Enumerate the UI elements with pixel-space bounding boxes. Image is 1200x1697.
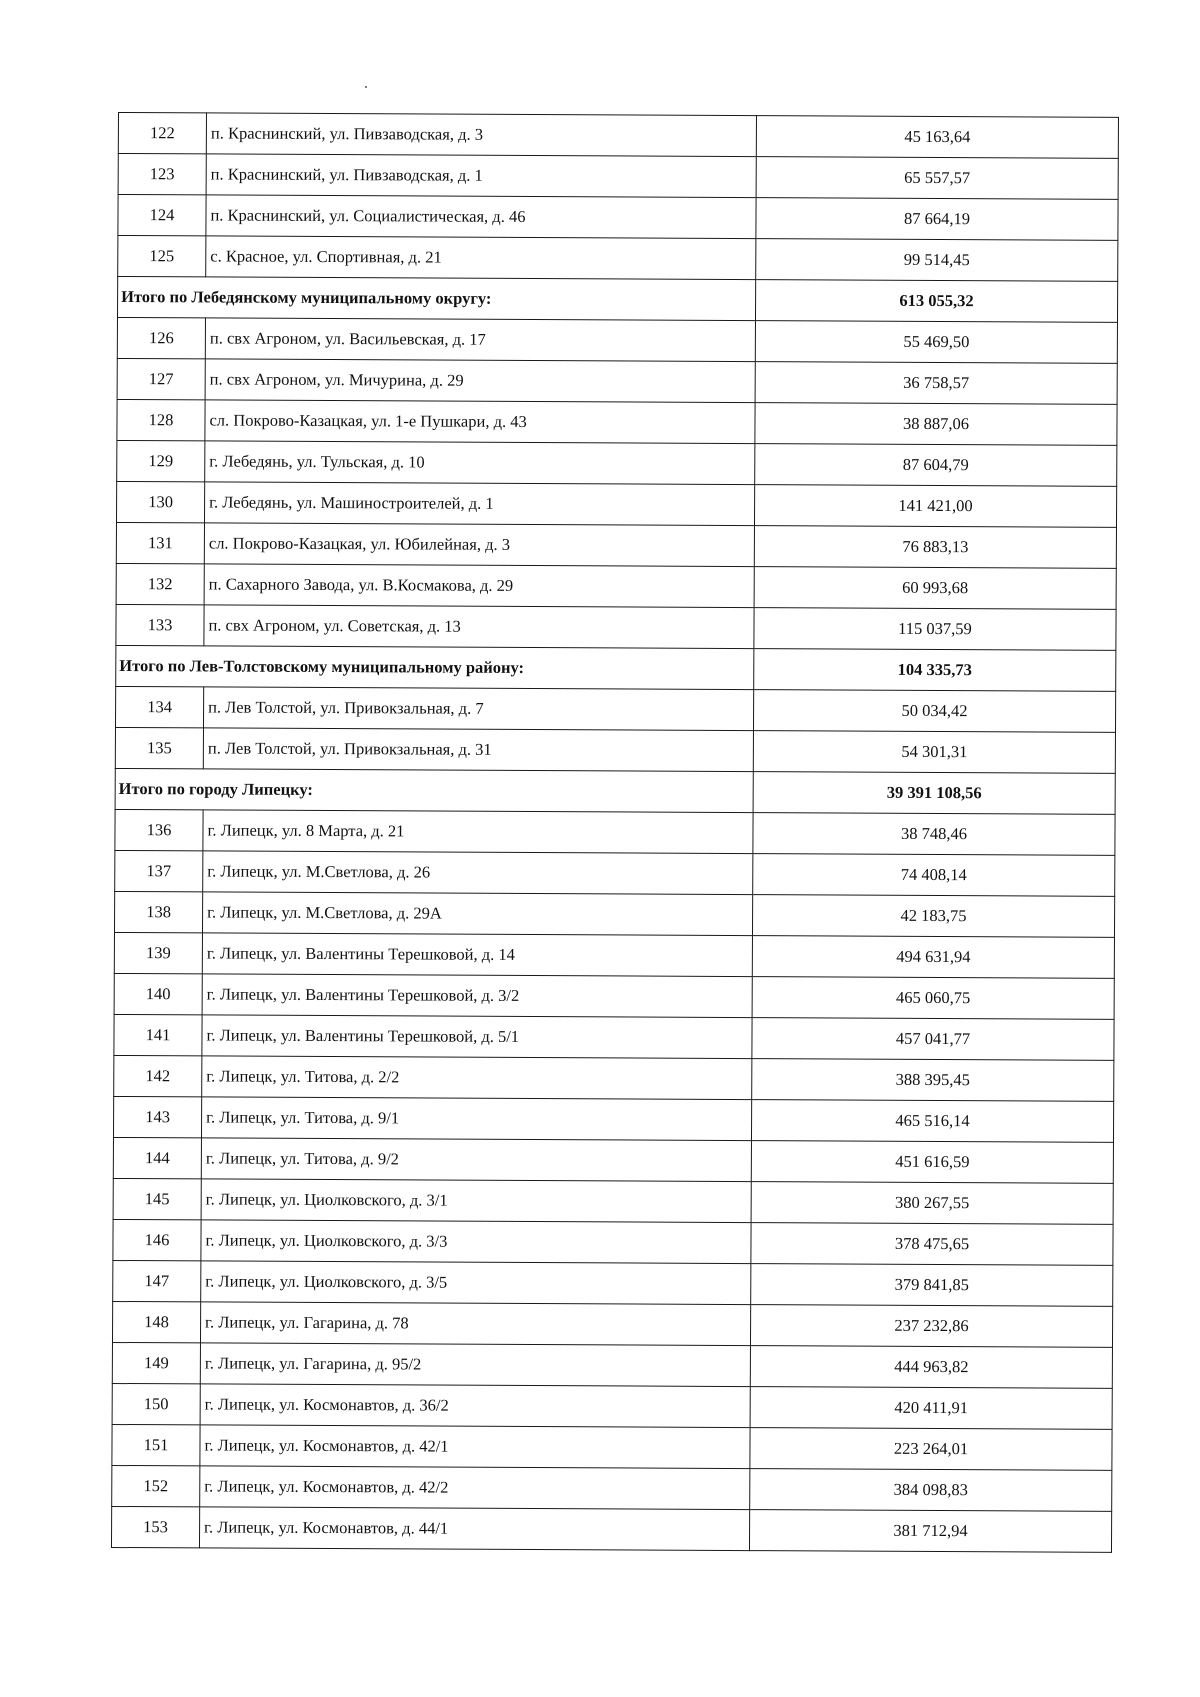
table-row xyxy=(111,1506,1111,1552)
table-row xyxy=(112,1383,1112,1429)
table-row xyxy=(117,440,1117,486)
table-row xyxy=(116,563,1116,609)
table-row xyxy=(115,686,1115,732)
row-address: п. Лев Толстой, ул. Привокзальная, д. 7 xyxy=(203,687,753,731)
row-number: 122 xyxy=(118,113,206,154)
table-row xyxy=(113,1137,1113,1183)
table-row xyxy=(113,1260,1113,1306)
row-address: г. Лебедянь, ул. Машиностроителей, д. 1 xyxy=(204,482,754,526)
table-row xyxy=(115,727,1115,773)
row-number: 132 xyxy=(116,563,204,604)
row-address: п. Сахарного Завода, ул. В.Космакова, д. 29 xyxy=(204,564,754,608)
table-row xyxy=(114,1055,1114,1101)
row-amount: 55 469,50 xyxy=(755,321,1117,364)
row-number: 150 xyxy=(112,1383,200,1424)
row-address: г. Липецк, ул. Космонавтов, д. 42/2 xyxy=(200,1466,750,1510)
row-amount: 50 034,42 xyxy=(753,690,1115,733)
row-address: г. Липецк, ул. Титова, д. 9/2 xyxy=(201,1138,751,1182)
row-number: 142 xyxy=(114,1055,202,1096)
table-row xyxy=(116,604,1116,650)
row-number: 151 xyxy=(112,1424,200,1465)
row-number: 141 xyxy=(114,1014,202,1055)
scan-speck xyxy=(365,86,367,88)
table-row xyxy=(113,1219,1113,1265)
row-address: г. Липецк, ул. Космонавтов, д. 44/1 xyxy=(199,1507,749,1551)
row-number: 126 xyxy=(117,318,205,359)
row-number: 136 xyxy=(115,809,203,850)
registry-table xyxy=(111,112,1119,1553)
row-amount: 54 301,31 xyxy=(753,731,1115,774)
row-address: с. Красное, ул. Спортивная, д. 21 xyxy=(206,236,756,280)
row-number: 129 xyxy=(117,440,205,481)
row-amount: 465 516,14 xyxy=(751,1100,1113,1143)
row-amount: 379 841,85 xyxy=(751,1264,1113,1307)
row-address: г. Липецк, ул. Гагарина, д. 95/2 xyxy=(200,1343,750,1387)
table-row xyxy=(118,195,1118,241)
row-address: г. Липецк, ул. Титова, д. 2/2 xyxy=(202,1056,752,1100)
row-number: 144 xyxy=(113,1137,201,1178)
table-row xyxy=(115,850,1115,896)
row-address: п. Краснинский, ул. Пивзаводская, д. 1 xyxy=(206,154,756,198)
row-number: 124 xyxy=(118,195,206,236)
row-amount: 457 041,77 xyxy=(752,1018,1114,1061)
table-row xyxy=(118,113,1118,159)
table-row xyxy=(112,1301,1112,1347)
table-row xyxy=(117,399,1117,445)
row-number: 127 xyxy=(117,358,205,399)
row-amount: 115 037,59 xyxy=(754,608,1116,651)
row-address: г. Липецк, ул. Валентины Терешковой, д. 14 xyxy=(202,933,752,977)
row-number: 130 xyxy=(116,481,204,522)
row-address: сл. Покрово-Казацкая, ул. Юбилейная, д. 3 xyxy=(204,523,754,567)
row-address: г. Липецк, ул. М.Светлова, д. 26 xyxy=(203,851,753,895)
registry-table-body xyxy=(111,113,1118,1553)
row-address: г. Липецк, ул. Валентины Терешковой, д. 3/2 xyxy=(202,974,752,1018)
row-address: сл. Покрово-Казацкая, ул. 1-е Пушкари, д. 43 xyxy=(205,400,755,444)
row-address: г. Липецк, ул. Титова, д. 9/1 xyxy=(201,1097,751,1141)
row-number: 133 xyxy=(116,604,204,645)
row-amount: 465 060,75 xyxy=(752,977,1114,1020)
row-address: п. свх Агроном, ул. Мичурина, д. 29 xyxy=(205,359,755,403)
subtotal-amount: 613 055,32 xyxy=(755,280,1117,323)
row-number: 139 xyxy=(114,932,202,973)
table-row xyxy=(116,481,1116,527)
row-amount: 60 993,68 xyxy=(754,567,1116,610)
row-amount: 384 098,83 xyxy=(750,1469,1112,1512)
row-amount: 45 163,64 xyxy=(756,116,1118,159)
row-number: 140 xyxy=(114,973,202,1014)
row-number: 149 xyxy=(112,1342,200,1383)
row-number: 123 xyxy=(118,154,206,195)
row-number: 131 xyxy=(116,522,204,563)
row-address: г. Лебедянь, ул. Тульская, д. 10 xyxy=(205,441,755,485)
row-amount: 36 758,57 xyxy=(755,362,1117,405)
row-amount: 494 631,94 xyxy=(752,936,1114,979)
row-amount: 42 183,75 xyxy=(752,895,1114,938)
row-number: 135 xyxy=(115,727,203,768)
row-address: г. Липецк, ул. 8 Марта, д. 21 xyxy=(203,810,753,854)
row-address: г. Липецк, ул. Валентины Терешковой, д. 5/1 xyxy=(202,1015,752,1059)
row-address: п. Краснинский, ул. Пивзаводская, д. 3 xyxy=(206,113,756,157)
table-row xyxy=(117,358,1117,404)
row-amount: 99 514,45 xyxy=(756,239,1118,282)
row-amount: 381 712,94 xyxy=(749,1510,1111,1553)
table-row xyxy=(112,1424,1112,1470)
table-row xyxy=(113,1178,1113,1224)
row-number: 145 xyxy=(113,1178,201,1219)
table-row xyxy=(114,1014,1114,1060)
row-address: г. Липецк, ул. М.Светлова, д. 29А xyxy=(202,892,752,936)
table-row xyxy=(112,1342,1112,1388)
row-amount: 87 604,79 xyxy=(755,444,1117,487)
row-address: г. Липецк, ул. Циолковского, д. 3/5 xyxy=(201,1261,751,1305)
table-row xyxy=(112,1465,1112,1511)
row-amount: 378 475,65 xyxy=(751,1223,1113,1266)
row-number: 125 xyxy=(118,236,206,277)
row-number: 148 xyxy=(112,1301,200,1342)
row-number: 147 xyxy=(113,1260,201,1301)
row-amount: 237 232,86 xyxy=(750,1305,1112,1348)
table-row xyxy=(114,973,1114,1019)
row-address: г. Липецк, ул. Гагарина, д. 78 xyxy=(200,1302,750,1346)
table-row xyxy=(118,154,1118,200)
table-row xyxy=(114,932,1114,978)
subtotal-amount: 104 335,73 xyxy=(754,649,1116,692)
row-address: г. Липецк, ул. Космонавтов, д. 36/2 xyxy=(200,1384,750,1428)
subtotal-label: Итого по городу Липецку: xyxy=(115,768,753,812)
row-amount: 141 421,00 xyxy=(754,485,1116,528)
table-row xyxy=(114,891,1114,937)
subtotal-row xyxy=(115,768,1115,814)
row-amount: 388 395,45 xyxy=(752,1059,1114,1102)
row-address: г. Липецк, ул. Циолковского, д. 3/1 xyxy=(201,1179,751,1223)
row-amount: 223 264,01 xyxy=(750,1428,1112,1471)
table-row xyxy=(115,809,1115,855)
subtotal-label: Итого по Лебедянскому муниципальному округу: xyxy=(117,277,755,321)
subtotal-amount: 39 391 108,56 xyxy=(753,772,1115,815)
row-amount: 65 557,57 xyxy=(756,157,1118,200)
table-row xyxy=(116,522,1116,568)
row-address: п. свх Агроном, ул. Васильевская, д. 17 xyxy=(205,318,755,362)
row-address: п. Лев Толстой, ул. Привокзальная, д. 31 xyxy=(203,728,753,772)
row-address: п. свх Агроном, ул. Советская, д. 13 xyxy=(204,605,754,649)
row-amount: 444 963,82 xyxy=(750,1346,1112,1389)
subtotal-row xyxy=(116,645,1116,691)
row-number: 146 xyxy=(113,1219,201,1260)
row-number: 134 xyxy=(115,686,203,727)
row-amount: 420 411,91 xyxy=(750,1387,1112,1430)
row-address: г. Липецк, ул. Циолковского, д. 3/3 xyxy=(201,1220,751,1264)
subtotal-row xyxy=(117,277,1117,323)
row-amount: 76 883,13 xyxy=(754,526,1116,569)
row-amount: 87 664,19 xyxy=(756,198,1118,241)
row-amount: 451 616,59 xyxy=(751,1141,1113,1184)
row-number: 143 xyxy=(113,1096,201,1137)
row-amount: 38 748,46 xyxy=(753,813,1115,856)
row-number: 137 xyxy=(115,850,203,891)
table-row xyxy=(117,318,1117,364)
table-row xyxy=(118,236,1118,282)
row-amount: 38 887,06 xyxy=(755,403,1117,446)
row-amount: 74 408,14 xyxy=(753,854,1115,897)
row-address: г. Липецк, ул. Космонавтов, д. 42/1 xyxy=(200,1425,750,1469)
row-address: п. Краснинский, ул. Социалистическая, д. 46 xyxy=(206,195,756,239)
row-amount: 380 267,55 xyxy=(751,1182,1113,1225)
table-row xyxy=(113,1096,1113,1142)
row-number: 152 xyxy=(112,1465,200,1506)
row-number: 153 xyxy=(111,1506,199,1547)
row-number: 128 xyxy=(117,399,205,440)
row-number: 138 xyxy=(114,891,202,932)
subtotal-label: Итого по Лев-Толстовскому муниципальному району: xyxy=(116,645,754,689)
